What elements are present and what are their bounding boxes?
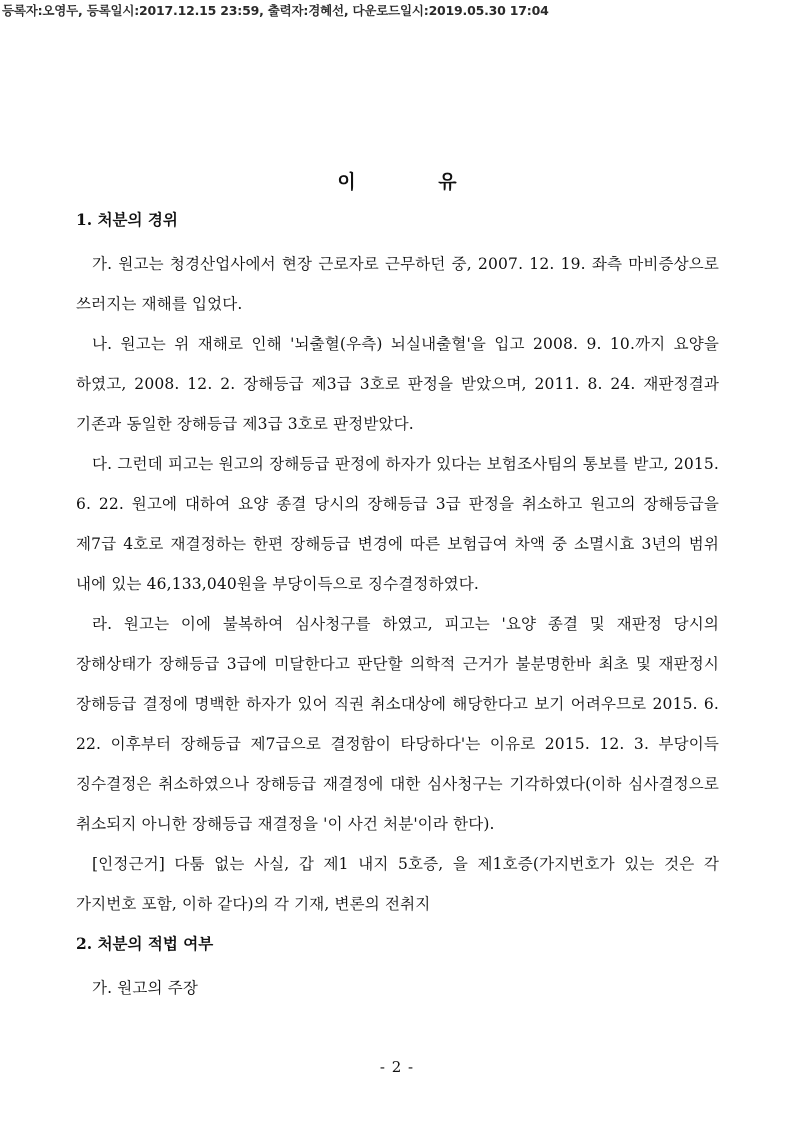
section-heading-legality: 2. 처분의 적법 여부 — [76, 934, 214, 953]
paragraph-text: 나. 원고는 위 재해로 인해 '뇌출혈(우측) 뇌실내출혈'을 입고 2008. 9. 10.까지 요양을 하였고, 2008. 12. 2. 장해등급 제3급 3호로 판정을 받았으며, 2011. 8. 24. 재판정결과 기존과 동일한 장해등급 제3급 3호로 판정받았다. — [76, 335, 719, 433]
paragraph-text: 가. 원고의 주장 — [92, 979, 198, 997]
paragraph-da — [76, 444, 719, 604]
paragraph-text: 다. 그런데 피고는 원고의 장해등급 판정에 하자가 있다는 보험조사팀의 통보를 받고, 2015. 6. 22. 원고에 대하여 요양 종결 당시의 장해등급 3급 판정을 취소하고 원고의 장해등급을 제7급 4호로 재결정하는 한편 장해등급 변경에 따른 보험급여 차액 중 소멸시효 3년의 범위 내에 있는 46,133,040원을 부당이득으로 징수결정하였다. — [76, 455, 719, 593]
paragraph-text: 가. 원고는 청경산업사에서 현장 근로자로 근무하던 중, 2007. 12. 19. 좌측 마비증상으로 쓰러지는 재해를 입었다. — [76, 255, 719, 313]
paragraph-na — [76, 324, 719, 444]
page-number: - 2 - — [379, 1058, 415, 1076]
section-heading-process: 1. 처분의 경위 — [76, 210, 178, 229]
document-title: 이 유 — [337, 171, 495, 193]
paragraph-evidence — [76, 844, 719, 924]
paragraph-ra — [76, 604, 719, 844]
paragraph-plaintiff-claim — [76, 968, 719, 1008]
paragraph-text: [인정근거] 다툼 없는 사실, 갑 제1 내지 5호증, 을 제1호증(가지번호가 있는 것은 각 가지번호 포함, 이하 같다)의 각 기재, 변론의 전취지 — [76, 855, 719, 913]
document-header-watermark: 등록자:오영두, 등록일시:2017.12.15 23:59, 출력자:경혜선, 다운로드일시:2019.05.30 17:04 — [2, 3, 549, 18]
paragraph-ga — [76, 244, 719, 324]
document-body — [76, 208, 719, 1008]
paragraph-text: 라. 원고는 이에 불복하여 심사청구를 하였고, 피고는 '요양 종결 및 재판정 당시의 장해상태가 장해등급 3급에 미달한다고 판단할 의학적 근거가 불분명한바 최초 및 재판정시 장해등급 결정에 명백한 하자가 있어 직권 취소대상에 해당한다고 보기 어려우므로 2015. 6. 22. 이후부터 장해등급 제7급으로 결정함이 타당하다'는 이유로 2015. 12. 3. 부당이득 징수결정은 취소하였으나 장해등급 재결정에 대한 심사청구는 기각하였다(이하 심사결정으로 취소되지 아니한 장해등급 재결정을 '이 사건 처분'이라 한다). — [76, 615, 719, 833]
